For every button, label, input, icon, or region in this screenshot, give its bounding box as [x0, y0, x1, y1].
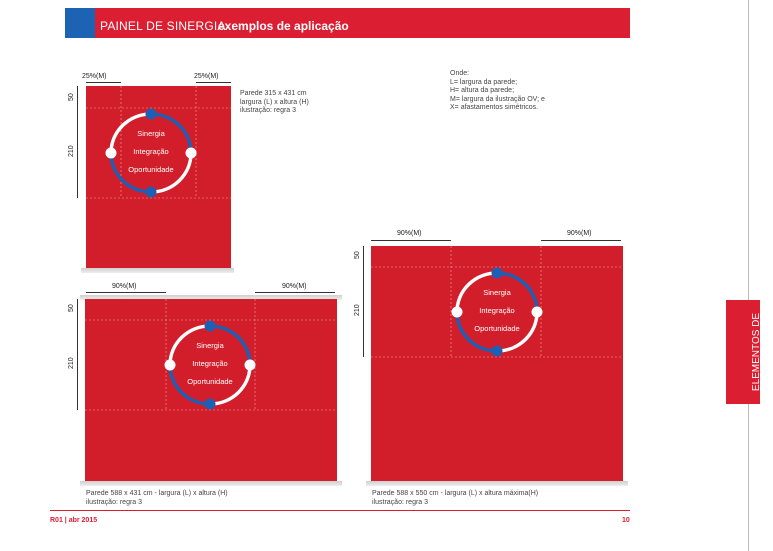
dim-top-label: 50 [354, 251, 361, 259]
caption-line: Parede 588 x 431 cm - largura (L) x altura (H) [86, 490, 228, 497]
caption-example-3 [372, 490, 538, 507]
caption-line: ilustração: regra 3 [240, 107, 297, 114]
dim-right-label: 25%(M) [194, 73, 219, 80]
logo-word: Integração [133, 147, 169, 156]
caption-line: Parede 315 x 431 cm [240, 90, 307, 97]
dim-left-label: 90%(M) [397, 230, 422, 237]
logo-node-top [492, 268, 503, 279]
legend-line: L= largura da parede; [450, 78, 518, 86]
legend-line: M= largura da ilustração OV; e [450, 95, 545, 103]
logo-word: Integração [192, 359, 228, 368]
footer-revision: R01 | abr 2015 [50, 517, 98, 524]
logo-node-left [452, 307, 463, 318]
logo-node-right [532, 307, 543, 318]
dim-right-label: 90%(M) [282, 283, 307, 290]
dim-left-label: 25%(M) [82, 73, 107, 80]
logo-word: Sinergia [483, 288, 511, 297]
caption-line: ilustração: regra 3 [372, 498, 429, 506]
sinergia-logo [450, 267, 544, 357]
legend-line: H= altura da parede; [450, 87, 515, 94]
dim-left-label: 90%(M) [112, 283, 137, 290]
dim-right-label: 90%(M) [567, 230, 592, 237]
logo-word: Oportunidade [474, 324, 520, 333]
footer-rule [50, 510, 630, 511]
dim-top-label: 50 [68, 93, 75, 101]
dim-mid-label: 210 [68, 357, 75, 369]
caption-line: Parede 588 x 550 cm - largura (L) x altura máxima(H) [372, 490, 539, 497]
logo-word: Oportunidade [128, 165, 174, 174]
logo-word: Integração [479, 306, 515, 315]
logo-word: Sinergia [137, 129, 165, 138]
dim-top-label: 50 [68, 304, 75, 312]
side-tab-label: ELEMENTOS DE COMUNICAÇÃO [751, 312, 773, 392]
page-number: 10 [622, 517, 630, 524]
caption-line: largura (L) x altura (H) [240, 98, 309, 106]
page-subtitle: exemplos de aplicação [218, 19, 349, 33]
dim-mid-label: 210 [68, 145, 75, 157]
logo-word: Oportunidade [187, 377, 233, 386]
logo-node-bottom [492, 346, 503, 357]
caption-line: ilustração: regra 3 [86, 498, 143, 506]
page-title: PAINEL DE SINERGIA [100, 19, 226, 33]
legend-line: X= afastamentos simétricos. [450, 104, 539, 111]
legend-line: Onde: [450, 70, 470, 77]
dim-mid-label: 210 [354, 304, 361, 316]
logo-word: Sinergia [196, 341, 224, 350]
